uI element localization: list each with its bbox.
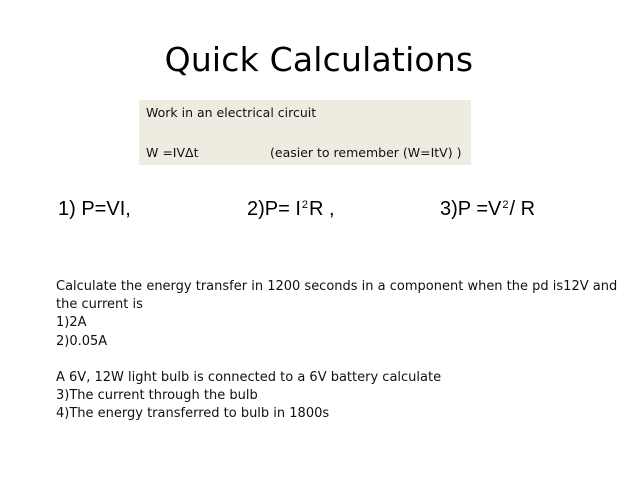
question-4: 4)The energy transferred to bulb in 1800s <box>56 406 330 422</box>
power-formula-1-text: 1) P=VI, <box>58 198 131 220</box>
question-2: 2)0.05A <box>56 333 108 349</box>
power-formula-1 <box>58 196 131 222</box>
question-3: 3)The current through the bulb <box>56 388 258 404</box>
slide-title: Quick Calculations <box>164 40 474 79</box>
work-heading: Work in an electrical circuit <box>146 105 317 120</box>
power-formula-2-exponent: 2 <box>301 199 309 211</box>
power-formula-3-post: / R <box>509 198 536 220</box>
power-formula-3 <box>440 196 535 222</box>
spacer <box>56 351 631 369</box>
power-formula-2-post: R , <box>309 198 335 220</box>
work-formula: W =IVΔt <box>146 145 199 160</box>
question-bulb-intro: A 6V, 12W light bulb is connected to a 6V battery calculate <box>56 370 442 385</box>
power-formula-2-pre: 2)P= I <box>247 198 301 220</box>
question-intro-line-1: Calculate the energy transfer in 1200 seconds in a component when the pd is12V and <box>56 279 618 294</box>
work-formula-hint: (easier to remember (W=ItV) ) <box>270 145 462 160</box>
question-intro-line-2: the current is <box>56 297 143 313</box>
question-1: 1)2A <box>56 315 87 331</box>
work-formula-box <box>139 100 471 165</box>
power-formula-3-pre: 3)P =V <box>440 198 502 220</box>
power-formula-2 <box>247 196 335 222</box>
questions-block <box>56 278 631 424</box>
power-formula-3-exponent: 2 <box>502 199 509 211</box>
